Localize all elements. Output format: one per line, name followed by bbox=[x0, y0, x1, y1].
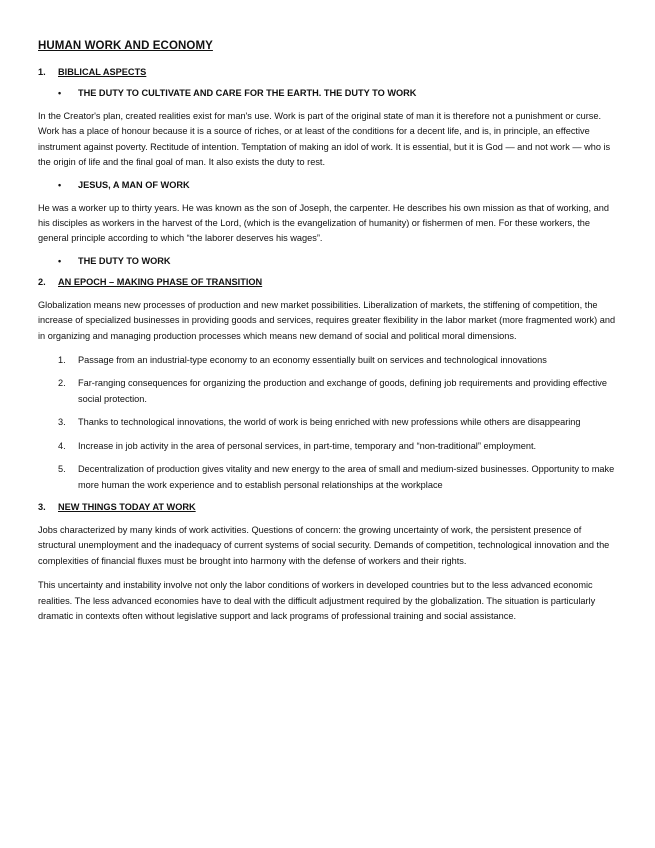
section-heading-biblical-aspects bbox=[38, 67, 620, 77]
bullet-icon: • bbox=[58, 88, 62, 98]
section-title: AN EPOCH – MAKING PHASE OF TRANSITION bbox=[58, 276, 263, 287]
list-item-text: Passage from an industrial-type economy to an economy essentially built on services and technological innovations bbox=[78, 355, 547, 366]
list-item-number: 2. bbox=[58, 378, 66, 389]
section-number: 1. bbox=[38, 67, 46, 77]
list-item-text: Far-ranging consequences for organizing the production and exchange of goods, defining job requirements and providing effective social protection. bbox=[78, 378, 607, 404]
list-item-text: Decentralization of production gives vitality and new energy to the area of small and medium-sized businesses. Opportunity to make more human the work experience and to establish personal relationships at the workplace bbox=[78, 464, 615, 490]
list-item-number: 3. bbox=[58, 417, 66, 428]
document-page bbox=[38, 40, 620, 633]
section-heading-new-things-today bbox=[38, 502, 620, 512]
bullet-title: THE DUTY TO WORK bbox=[78, 255, 171, 266]
list-item-number: 5. bbox=[58, 464, 66, 475]
list-item-number: 1. bbox=[58, 355, 66, 366]
paragraph: Jobs characterized by many kinds of work activities. Questions of concern: the growing uncertainty of work, the persistent presence of structural unemployment and the inadequacy of current systems of social security. Demands of competition, technological innovation and the complexities of financial fluxes must be brought into harmony with the defense of workers and their rights. bbox=[38, 524, 610, 566]
bullet-title: THE DUTY TO CULTIVATE AND CARE FOR THE EARTH. THE DUTY TO WORK bbox=[78, 88, 417, 98]
section-title: NEW THINGS TODAY AT WORK bbox=[58, 501, 196, 512]
paragraph: This uncertainty and instability involve not only the labor conditions of workers in developed countries but to the less advanced economic realities. The less advanced economies have to deal with the difficult adjustment required by the globalization. The situation is particularly dramatic in contexts often without legislative support and lack programs of professional training and social assistance. bbox=[38, 580, 596, 621]
list-item bbox=[38, 439, 620, 454]
numbered-list bbox=[38, 353, 620, 493]
list-item-text: Increase in job activity in the area of personal services, in part-time, temporary and “non-traditional” employment. bbox=[78, 440, 537, 451]
list-item bbox=[38, 415, 620, 430]
section-title: BIBLICAL ASPECTS bbox=[58, 67, 147, 77]
list-item-number: 4. bbox=[58, 440, 66, 451]
paragraph: He was a worker up to thirty years. He was known as the son of Joseph, the carpenter. He describes his own mission as that of working, and his disciples as workers in the harvest of the Lord, (which is the evangelization of humanity) or fishermen of men. For these workers, the general principle according to which “the laborer deserves his wages”. bbox=[38, 202, 609, 244]
list-item bbox=[38, 376, 620, 407]
bullet-title: JESUS, A MAN OF WORK bbox=[78, 179, 190, 190]
paragraph: In the Creator's plan, created realities exist for man's use. Work is part of the original state of man it is therefore not a punishment or curse. Work has a place of honour because it is a source of riches, or at least of the conditions for a decent life, and is, in principle, an effective instrument against poverty. Rectitude of intention. Temptation of making an idol of work. It is essential, but it is God — and not work — who is the origin of life and the final goal of man. It also exists the duty to rest. bbox=[38, 111, 611, 168]
section-heading-epoch-making-phase bbox=[38, 277, 620, 287]
list-item bbox=[38, 353, 620, 368]
bullet-heading-jesus-man-of-work bbox=[38, 180, 620, 190]
section-number: 2. bbox=[38, 276, 46, 287]
bullet-icon: • bbox=[58, 179, 62, 190]
paragraph: Globalization means new processes of production and new market possibilities. Liberalization of markets, the stiffening of competition, the increase of specialized businesses in providing goods and services, requires greater flexibility in the labor market (more fragmented work) and in organizing and managing production processes which means new demand of social and political moral dimensions. bbox=[38, 299, 616, 341]
bullet-heading-duty-to-work bbox=[38, 256, 620, 266]
section-number: 3. bbox=[38, 501, 46, 512]
bullet-icon: • bbox=[58, 255, 62, 266]
list-item-text: Thanks to technological innovations, the world of work is being enriched with new professions while others are disappearing bbox=[78, 417, 581, 428]
document-title: HUMAN WORK AND ECONOMY bbox=[38, 40, 213, 52]
bullet-heading-duty-to-cultivate bbox=[38, 88, 620, 98]
list-item bbox=[38, 462, 620, 493]
